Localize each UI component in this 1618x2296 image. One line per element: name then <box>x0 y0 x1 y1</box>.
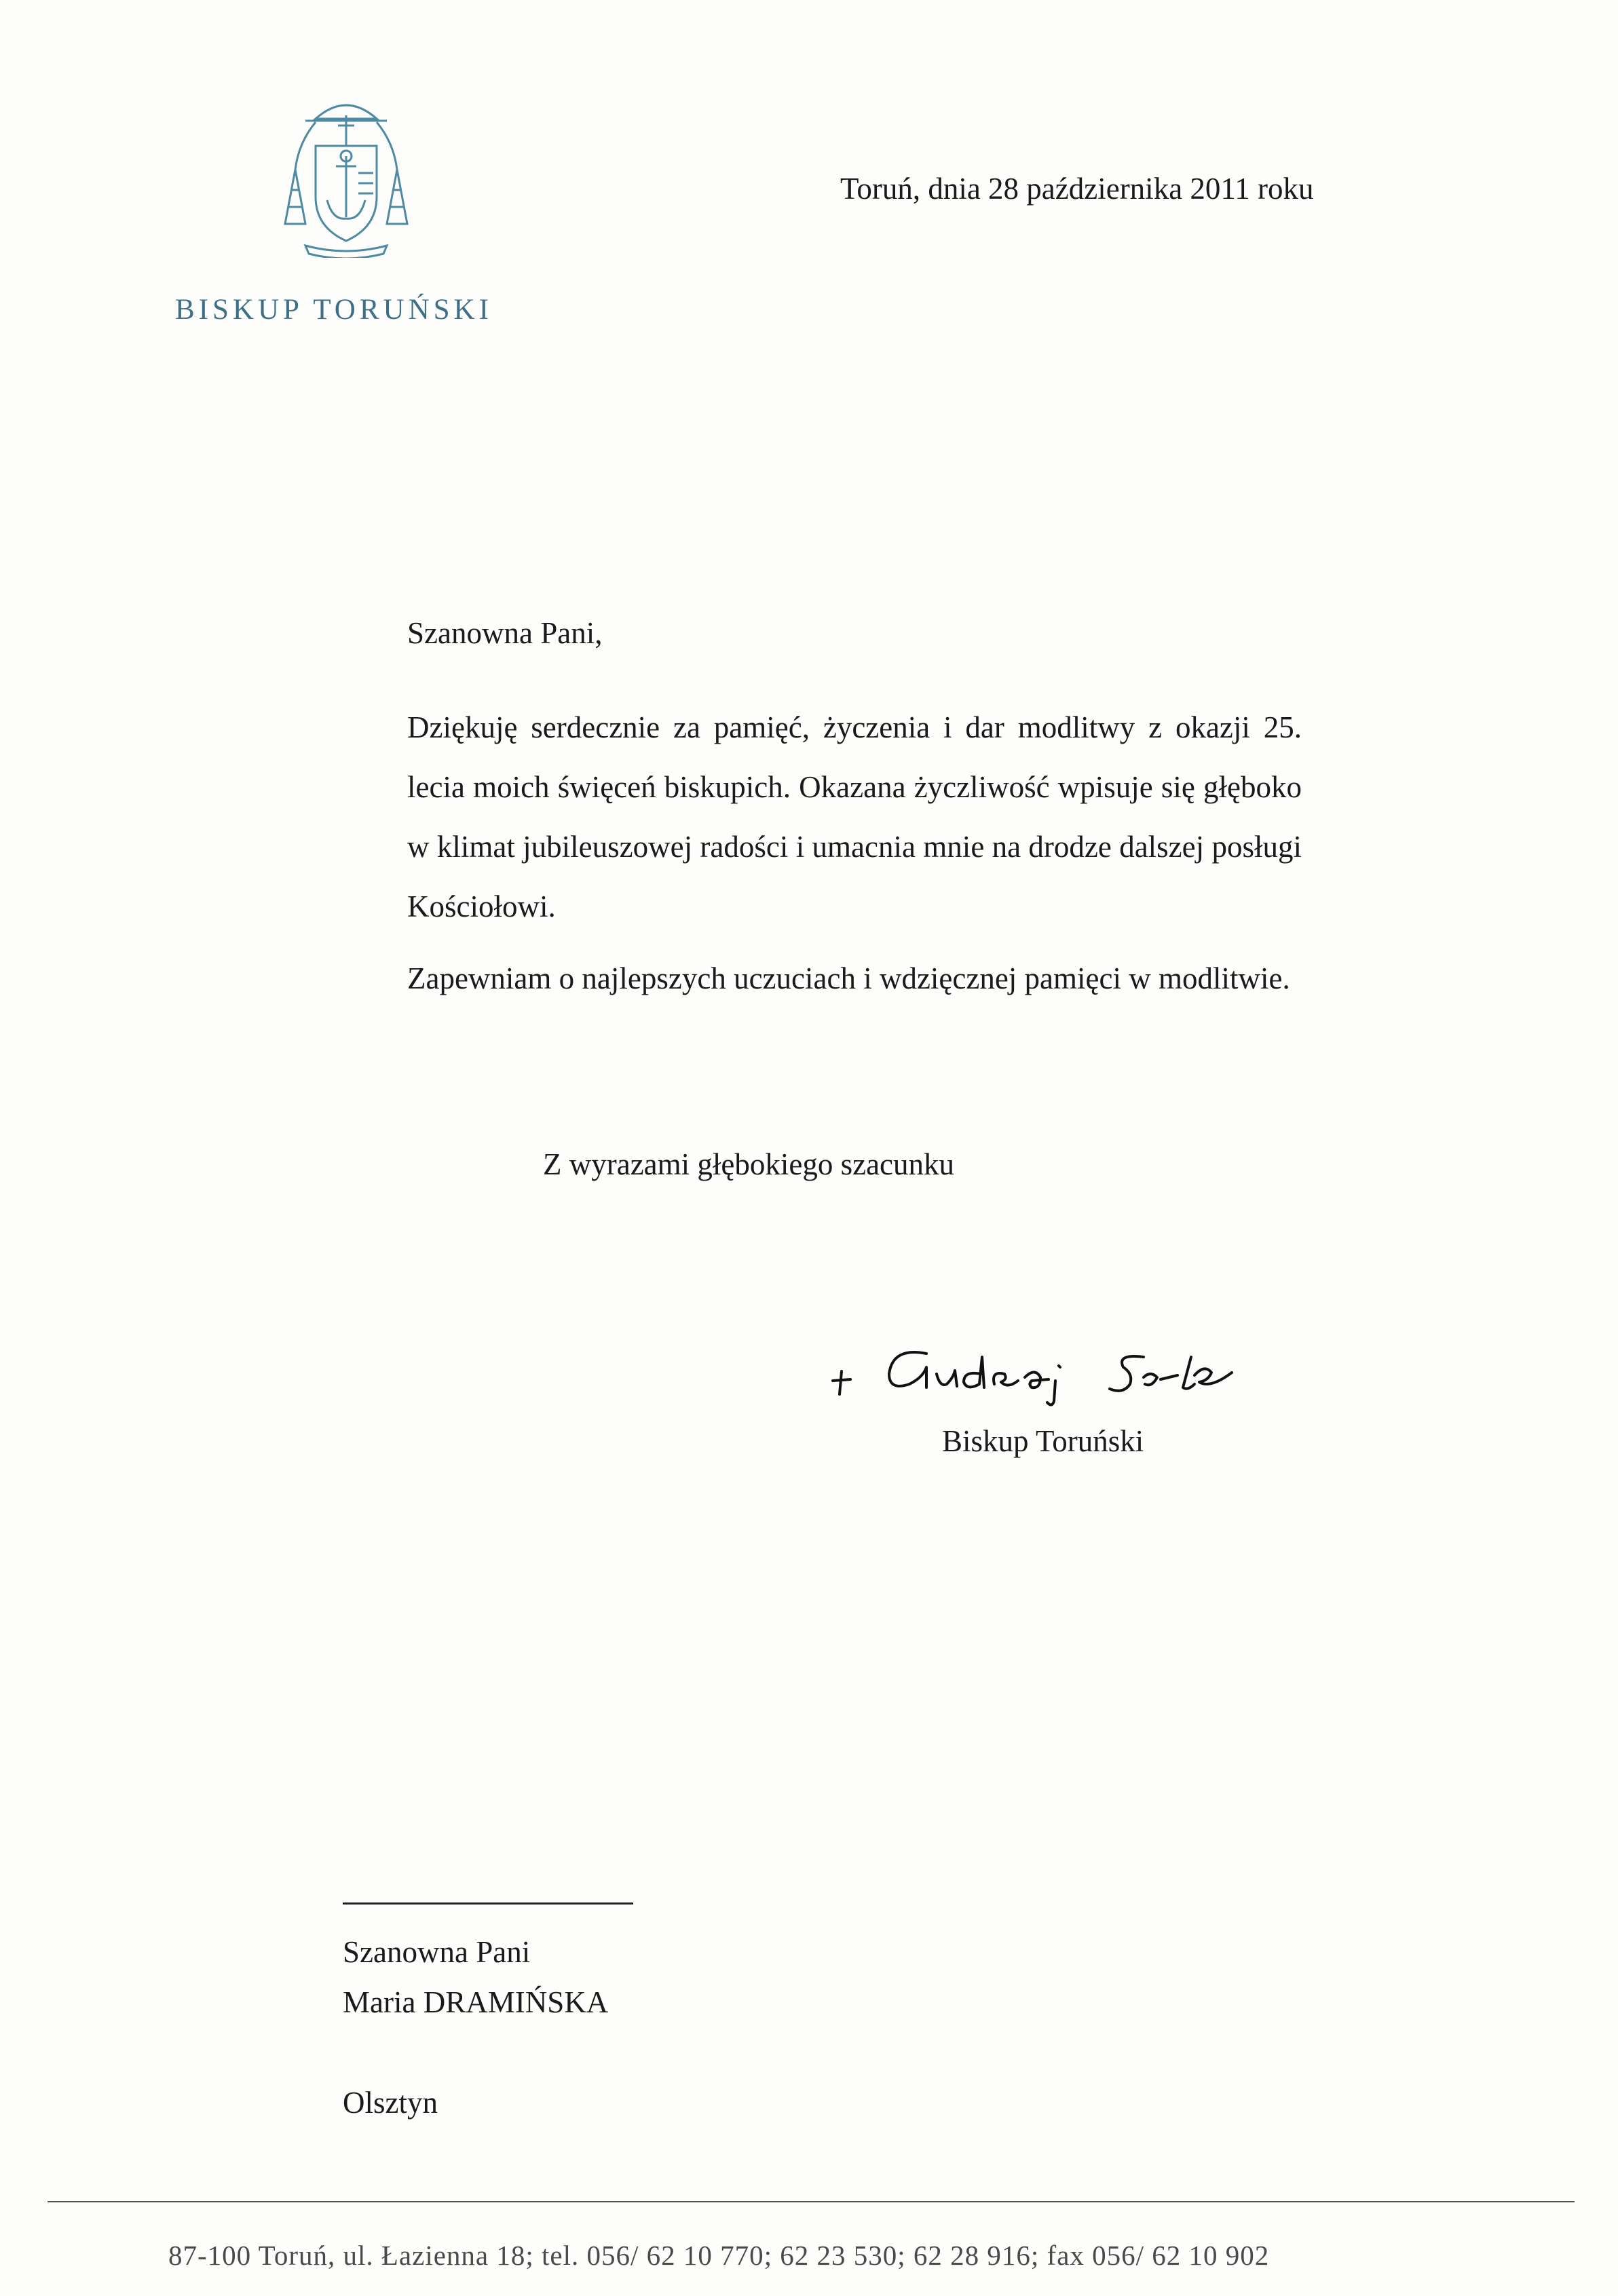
closing-phrase: Z wyrazami głębokiego szacunku <box>543 1147 955 1181</box>
addressee-divider <box>343 1902 633 1905</box>
salutation: Szanowna Pani, <box>407 616 603 650</box>
body-paragraph: Dziękuję serdecznie za pamięć, życzenia i dar modlitwy z okazji 25. lecia moich święceń biskupich. Okazana życzliwość wpisuje się głęboko w klimat jubileuszowej radości i umacnia mnie na drodze dalszej posługi Kościołowi. <box>407 710 1302 923</box>
addressee-name: Maria DRAMIŃSKA <box>343 1985 609 2019</box>
addressee-line: Szanowna Pani <box>343 1935 531 1969</box>
signer-title: Biskup Toruński <box>942 1424 1144 1458</box>
letter-body <box>407 697 1302 1020</box>
episcopal-coat-of-arms-icon <box>278 88 414 258</box>
body-paragraph: Zapewniam o najlepszych uczuciach i wdzięcznej pamięci w modlitwie. <box>407 961 1290 995</box>
handwritten-signature-icon <box>825 1326 1327 1415</box>
addressee-block <box>343 1927 608 2128</box>
letterhead-title: BISKUP TORUŃSKI <box>175 294 493 326</box>
date-line: Toruń, dnia 28 października 2011 roku <box>840 172 1314 206</box>
footer-divider <box>48 2201 1575 2202</box>
footer-address: 87-100 Toruń, ul. Łazienna 18; tel. 056/ 62 10 770; 62 23 530; 62 28 916; fax 056/ 62 10 902 <box>168 2240 1270 2271</box>
addressee-city: Olsztyn <box>343 2086 438 2120</box>
